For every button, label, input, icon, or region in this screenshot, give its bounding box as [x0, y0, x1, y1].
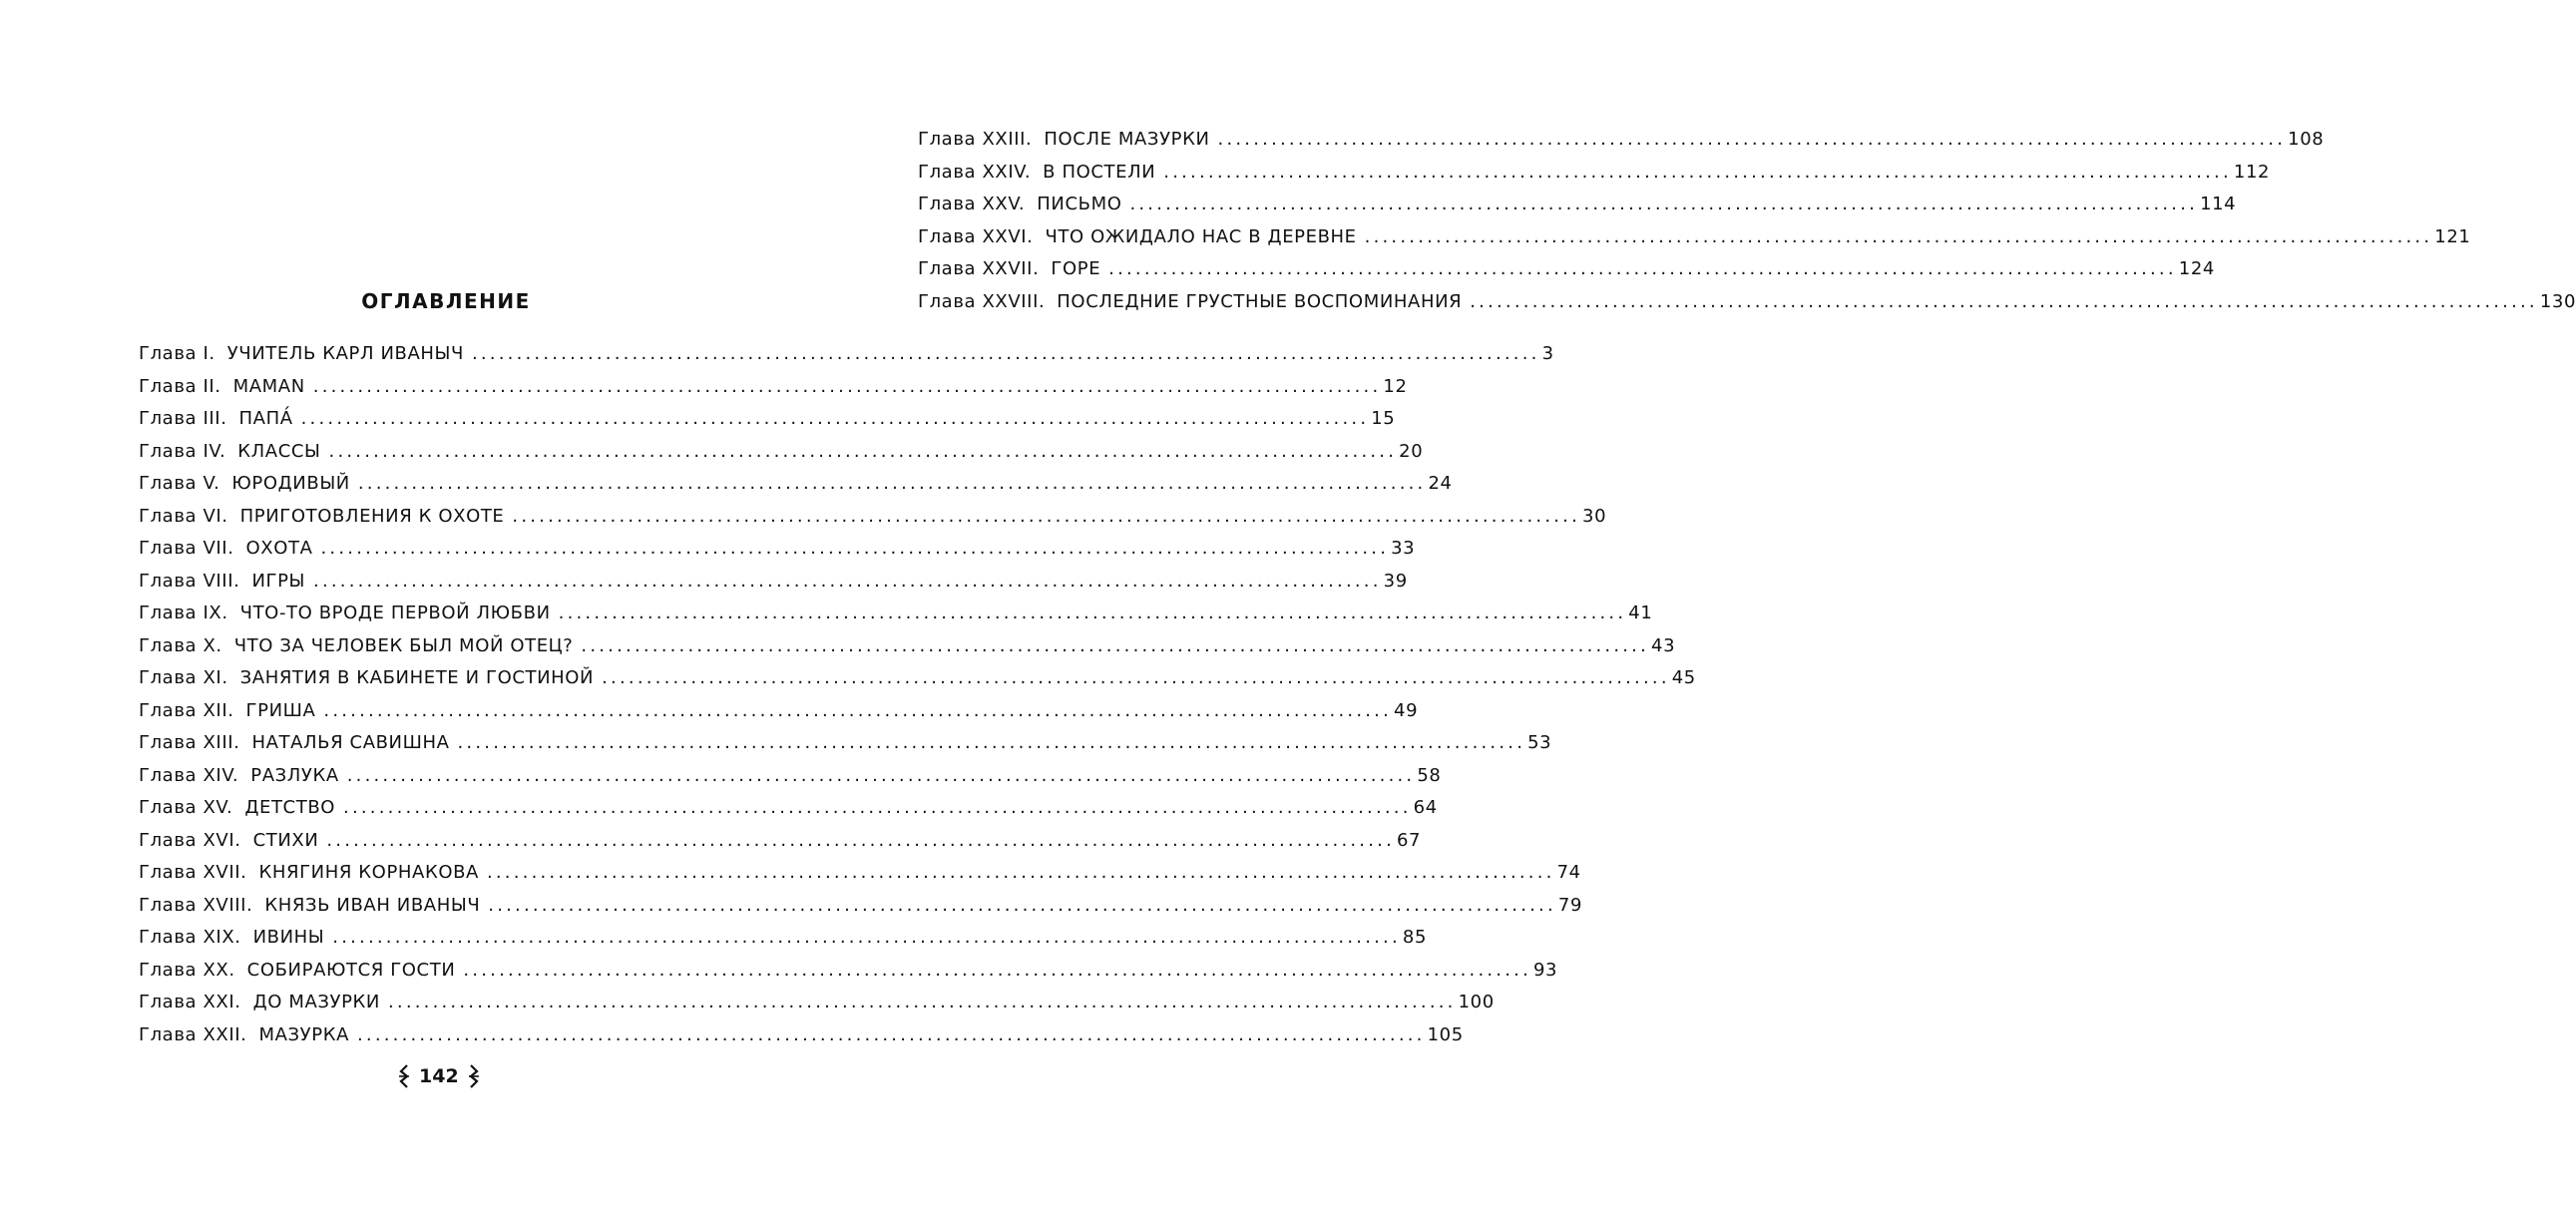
chapter-page-number: 24 — [1428, 473, 1453, 494]
toc-entry — [918, 225, 2471, 259]
toc-entry-label — [139, 667, 594, 688]
toc-entry-label — [139, 343, 464, 364]
chapter-number: Глава VII. — [139, 538, 234, 559]
dot-leader: ........................................................................................................................ — [1470, 290, 2538, 312]
chapter-title: ДО МАЗУРКИ — [252, 992, 380, 1012]
toc-entry — [139, 440, 1424, 474]
toc-list-right — [918, 129, 2576, 323]
chapter-page-number: 64 — [1413, 797, 1438, 818]
dot-leader: ........................................................................................................................ — [326, 829, 1395, 851]
toc-entry-label — [139, 538, 313, 559]
toc-heading: ОГЛАВЛЕНИЕ — [361, 289, 531, 313]
chapter-number: Глава VIII. — [139, 570, 240, 592]
toc-entry — [139, 667, 1696, 700]
chapter-title: КНЯЗЬ ИВАН ИВАНЫЧ — [264, 894, 481, 916]
toc-entry — [918, 129, 2325, 162]
toc-entry-label — [918, 194, 1121, 214]
chapter-page-number: 41 — [1628, 603, 1653, 623]
dot-leader: ........................................................................................................................ — [300, 408, 1370, 429]
toc-entry — [139, 343, 1554, 376]
toc-entry-label — [139, 571, 305, 592]
toc-entry — [139, 732, 1552, 765]
page-number-value: 142 — [419, 1065, 459, 1087]
chapter-page-number: 85 — [1402, 927, 1427, 948]
toc-entry-label — [139, 408, 293, 429]
right-ornament-icon — [467, 1063, 481, 1089]
left-ornament-icon — [397, 1063, 411, 1089]
dot-leader: ........................................................................................................................ — [457, 732, 1526, 753]
toc-entry-label — [139, 732, 450, 753]
chapter-number: Глава XIX. — [139, 927, 241, 948]
toc-entry-label — [918, 226, 1357, 247]
chapter-title: ИВИНЫ — [252, 927, 325, 948]
chapter-page-number: 100 — [1458, 992, 1495, 1012]
toc-entry-label — [139, 603, 551, 623]
toc-entry-label — [139, 441, 321, 462]
toc-entry — [139, 505, 1607, 539]
toc-entry — [139, 862, 1581, 895]
chapter-title: КНЯГИНЯ КОРНАКОВА — [258, 862, 479, 883]
toc-entry — [918, 161, 2271, 195]
chapter-number: Глава VI. — [139, 505, 228, 527]
dot-leader: ........................................................................................................................ — [320, 538, 1390, 559]
chapter-title: ПИСЬМО — [1037, 194, 1122, 214]
chapter-number: Глава XII. — [139, 699, 234, 721]
chapter-title: КЛАССЫ — [237, 440, 321, 462]
chapter-title: ОХОТА — [245, 538, 313, 559]
toc-entry — [139, 699, 1419, 733]
toc-entry-label — [918, 291, 1462, 312]
toc-entry-label — [139, 830, 318, 851]
chapter-title: ЮРОДИВЫЙ — [231, 473, 350, 494]
toc-entry — [139, 992, 1495, 1024]
dot-leader: ........................................................................................................................ — [558, 603, 1627, 623]
chapter-title: УЧИТЕЛЬ КАРЛ ИВАНЫЧ — [226, 343, 464, 364]
chapter-page-number: 130 — [2539, 290, 2576, 312]
dot-leader: ........................................................................................................................ — [343, 797, 1412, 818]
chapter-title: ЧТО ЗА ЧЕЛОВЕК БЫЛ МОЙ ОТЕЦ? — [233, 634, 574, 656]
chapter-number: Глава XXV. — [918, 194, 1026, 214]
chapter-title: ПРИГОТОВЛЕНИЯ К ОХОТЕ — [239, 505, 505, 527]
chapter-title: MAMAN — [232, 375, 305, 397]
toc-entry-label — [139, 862, 479, 883]
chapter-page-number: 112 — [2233, 161, 2271, 183]
dot-leader: ........................................................................................................................ — [463, 959, 1531, 981]
dot-leader: ........................................................................................................................ — [1364, 225, 2433, 247]
toc-entry — [139, 959, 1558, 993]
chapter-number: Глава XVI. — [139, 829, 241, 851]
chapter-page-number: 58 — [1417, 764, 1442, 786]
dot-leader: ........................................................................................................................ — [602, 667, 1670, 688]
dot-leader: ........................................................................................................................ — [488, 894, 1556, 916]
chapter-number: Глава II. — [139, 375, 221, 397]
chapter-page-number: 53 — [1527, 732, 1552, 753]
toc-entry-label — [918, 162, 1155, 183]
toc-entry-label — [139, 797, 335, 818]
dot-leader: ........................................................................................................................ — [357, 473, 1427, 494]
toc-entry — [139, 375, 1408, 409]
chapter-title: СТИХИ — [252, 829, 319, 851]
chapter-page-number: 3 — [1541, 343, 1554, 364]
chapter-number: Глава V. — [139, 473, 220, 494]
chapter-number: Глава XXII. — [139, 1023, 247, 1045]
dot-leader: ........................................................................................................................ — [1217, 129, 2287, 150]
toc-entry — [918, 258, 2215, 291]
toc-entry-label — [139, 506, 504, 527]
chapter-number: Глава IV. — [139, 440, 226, 462]
chapter-number: Глава XXI. — [139, 992, 241, 1012]
chapter-title: СОБИРАЮТСЯ ГОСТИ — [246, 959, 456, 981]
chapter-page-number: 43 — [1651, 634, 1676, 656]
chapter-page-number: 33 — [1391, 538, 1416, 559]
toc-entry-label — [139, 1024, 349, 1045]
dot-leader: ........................................................................................................................ — [1163, 161, 2232, 183]
toc-entry — [918, 290, 2576, 324]
toc-list-left — [139, 343, 1696, 1056]
chapter-title: ПОСЛЕ МАЗУРКИ — [1044, 129, 1210, 150]
chapter-page-number: 12 — [1383, 375, 1408, 397]
toc-entry — [139, 764, 1442, 798]
chapter-page-number: 108 — [2288, 129, 2325, 150]
toc-entry-label — [139, 992, 380, 1012]
chapter-title: НАТАЛЬЯ САВИШНА — [251, 732, 450, 753]
chapter-number: Глава XXVIII. — [918, 290, 1046, 312]
dot-leader: ........................................................................................................................ — [387, 992, 1457, 1012]
chapter-number: Глава XX. — [139, 959, 235, 981]
toc-entry — [139, 1023, 1464, 1057]
chapter-number: Глава XXIV. — [918, 161, 1032, 183]
chapter-title: РАЗЛУКА — [250, 764, 339, 786]
chapter-title: ЧТО ОЖИДАЛО НАС В ДЕРЕВНЕ — [1045, 225, 1357, 247]
dot-leader: ........................................................................................................................ — [328, 440, 1398, 462]
chapter-number: Глава I. — [139, 343, 215, 364]
dot-leader: ........................................................................................................................ — [1108, 258, 2177, 279]
chapter-title: ПАПА́ — [238, 408, 293, 429]
chapter-page-number: 20 — [1399, 440, 1424, 462]
chapter-title: ИГРЫ — [251, 570, 306, 592]
chapter-page-number: 114 — [2200, 194, 2237, 214]
chapter-number: Глава XI. — [139, 667, 228, 688]
dot-leader: ........................................................................................................................ — [581, 634, 1650, 656]
chapter-page-number: 67 — [1397, 829, 1422, 851]
page-number — [397, 1063, 481, 1089]
chapter-page-number: 74 — [1556, 862, 1581, 883]
chapter-page-number: 121 — [2434, 225, 2471, 247]
chapter-title: ЧТО-ТО ВРОДЕ ПЕРВОЙ ЛЮБВИ — [239, 603, 551, 623]
toc-entry — [139, 829, 1422, 863]
toc-entry-label — [139, 700, 315, 721]
chapter-number: Глава XXVI. — [918, 225, 1034, 247]
chapter-number: Глава XVII. — [139, 862, 247, 883]
toc-entry — [139, 538, 1416, 571]
chapter-number: Глава XV. — [139, 797, 233, 818]
dot-leader: ........................................................................................................................ — [312, 375, 1382, 397]
dot-leader: ........................................................................................................................ — [356, 1023, 1426, 1045]
chapter-page-number: 49 — [1394, 699, 1419, 721]
chapter-title: ГОРЕ — [1051, 258, 1101, 279]
toc-entry — [139, 408, 1396, 441]
chapter-title: ГРИША — [245, 699, 316, 721]
dot-leader: ........................................................................................................................ — [471, 343, 1540, 364]
chapter-title: ПОСЛЕДНИЕ ГРУСТНЫЕ ВОСПОМИНАНИЯ — [1057, 290, 1463, 312]
chapter-title: ЗАНЯТИЯ В КАБИНЕТЕ И ГОСТИНОЙ — [239, 667, 595, 688]
dot-leader: ........................................................................................................................ — [1129, 194, 2199, 214]
chapter-title: ДЕТСТВО — [244, 797, 336, 818]
dot-leader: ........................................................................................................................ — [313, 570, 1382, 592]
chapter-number: Глава XIV. — [139, 764, 239, 786]
chapter-page-number: 39 — [1383, 570, 1408, 592]
toc-entry-label — [139, 895, 480, 916]
toc-entry-label — [139, 927, 324, 948]
toc-entry-label — [139, 376, 305, 397]
dot-leader: ........................................................................................................................ — [332, 927, 1401, 948]
toc-entry — [139, 797, 1438, 830]
chapter-number: Глава IX. — [139, 603, 228, 623]
chapter-page-number: 15 — [1371, 408, 1396, 429]
chapter-number: Глава XXVII. — [918, 258, 1040, 279]
toc-entry — [139, 570, 1408, 604]
chapter-number: Глава X. — [139, 634, 222, 656]
chapter-page-number: 30 — [1582, 505, 1607, 527]
toc-entry-label — [918, 129, 1210, 150]
chapter-page-number: 79 — [1557, 894, 1582, 916]
toc-entry-label — [139, 473, 350, 494]
chapter-number: Глава III. — [139, 408, 227, 429]
toc-entry — [139, 603, 1653, 635]
chapter-page-number: 45 — [1671, 667, 1696, 688]
toc-entry-label — [918, 258, 1100, 279]
toc-entry-label — [139, 635, 573, 656]
chapter-page-number: 105 — [1427, 1023, 1464, 1045]
toc-entry-label — [139, 960, 455, 981]
dot-leader: ........................................................................................................................ — [486, 862, 1555, 883]
toc-entry — [918, 194, 2237, 226]
chapter-page-number: 124 — [2178, 258, 2215, 279]
dot-leader: ........................................................................................................................ — [346, 764, 1416, 786]
toc-entry — [139, 634, 1676, 668]
chapter-page-number: 93 — [1533, 959, 1558, 981]
chapter-number: Глава XVIII. — [139, 894, 253, 916]
chapter-number: Глава XIII. — [139, 732, 240, 753]
toc-entry-label — [139, 765, 339, 786]
dot-leader: ........................................................................................................................ — [323, 699, 1393, 721]
chapter-title: В ПОСТЕЛИ — [1043, 161, 1156, 183]
toc-entry — [139, 473, 1453, 506]
toc-entry — [139, 927, 1427, 960]
dot-leader: ........................................................................................................................ — [512, 505, 1581, 527]
chapter-title: МАЗУРКА — [258, 1023, 349, 1045]
toc-entry — [139, 894, 1582, 928]
chapter-number: Глава XXIII. — [918, 129, 1033, 150]
